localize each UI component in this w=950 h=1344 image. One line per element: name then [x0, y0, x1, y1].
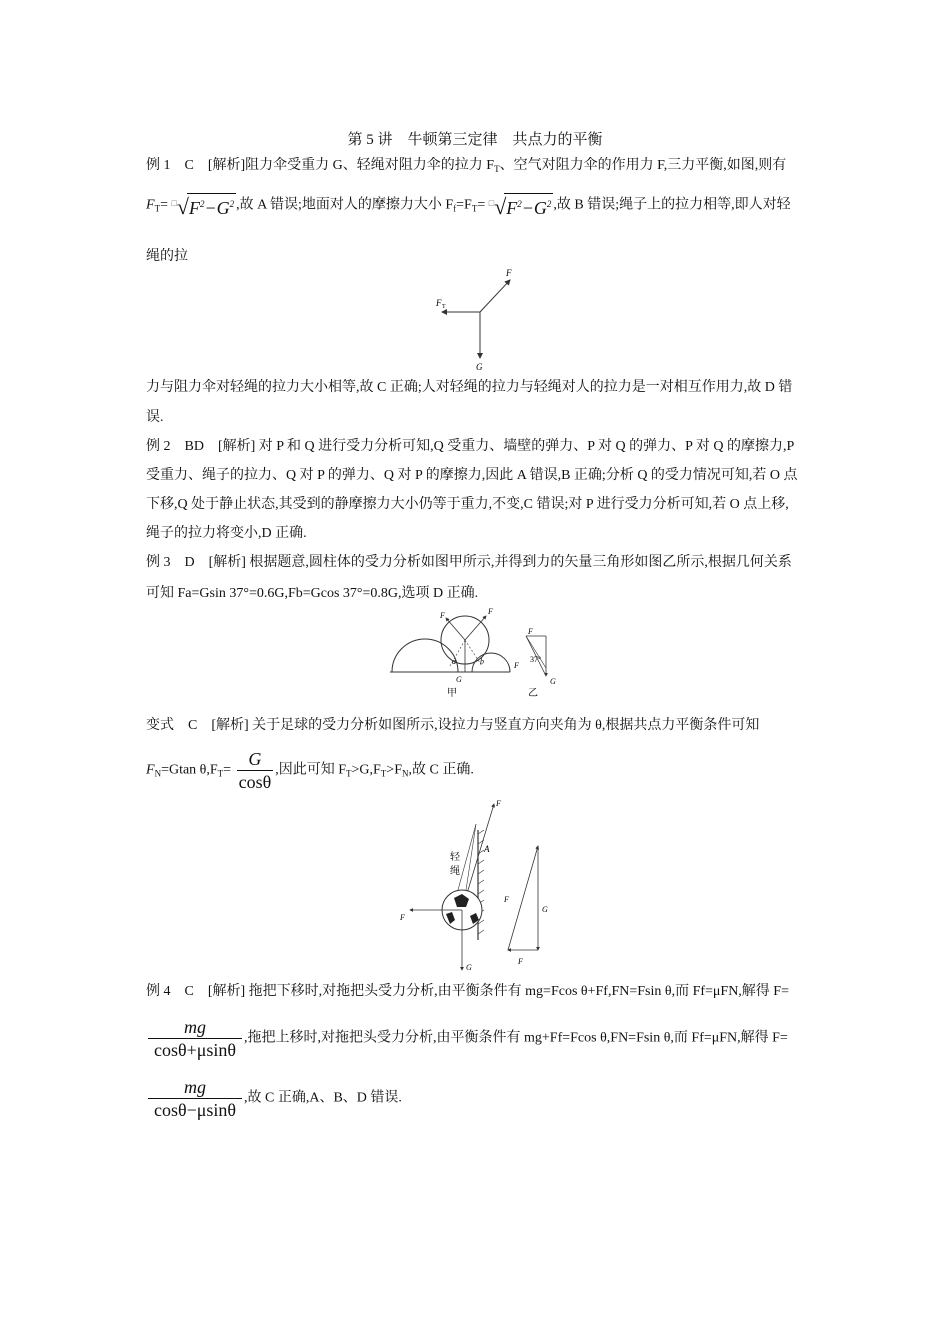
var-line-2: $F_N=Gtan$ $\theta,F_T=$ $\frac{G}{\cos\theta}$ ,因此可知 $F_T>G,F_T>F_N$,故 C 正确. — [146, 749, 474, 792]
ex4-line-3: $\frac{mg}{\cos\theta-\mu\sin\theta}$ ,故 C 正确,A、B、D 错误. — [146, 1076, 402, 1121]
svg-text:G: G — [550, 677, 556, 686]
sqrt-expression-2: $□√F^2-G^2$ — [488, 194, 552, 219]
ex3-diagram — [390, 604, 570, 700]
svg-text:b: b — [480, 657, 484, 666]
svg-text:G: G — [542, 905, 548, 914]
ex4-line-1: 例 4 C [解析] 拖把下移时,对拖把头受力分析,由平衡条件有 mg=Fcos θ+Ff,FN=Fsin θ,而 Ff=μFN,解得 F= — [146, 984, 789, 999]
ex2-line-4: 绳子的拉力将变小,D 正确. — [146, 526, 307, 541]
svg-text:a: a — [452, 657, 456, 666]
svg-text:F: F — [504, 895, 509, 904]
svg-text:F: F — [518, 957, 523, 966]
var-diagram — [390, 790, 570, 980]
sqrt-expression: $□√F^2-G^2$ — [171, 194, 235, 219]
svg-text:37°: 37° — [530, 655, 542, 664]
label-FT: F — [436, 298, 442, 308]
svg-text:T: T — [442, 304, 446, 310]
ex1-force-diagram — [430, 264, 530, 374]
label-F: F — [506, 268, 512, 278]
ex2-line-1: 例 2 BD [解析] 对 P 和 Q 进行受力分析可知,Q 受重力、墙壁的弹力、P 对 Q 的弹力、P 对 Q 的摩擦力,P — [146, 439, 795, 454]
svg-text:甲: 甲 — [447, 688, 457, 699]
page-title: 第 5 讲 牛顿第三定律 共点力的平衡 — [347, 132, 603, 148]
svg-text:G: G — [456, 675, 462, 684]
svg-text:G: G — [466, 963, 472, 972]
fraction-1: $\frac{mg}{\cos\theta+\mu\sin\theta}$ — [148, 1016, 242, 1061]
ex1-line-5: 误. — [146, 410, 164, 425]
fraction-G-over-cos: $\frac{G}{\cos\theta}$ — [238, 749, 272, 792]
svg-text:F: F — [440, 611, 445, 620]
ex1-line-3: 绳的拉 — [146, 249, 188, 264]
svg-text:F: F — [514, 661, 519, 670]
ex4-line-2: $\frac{mg}{\cos\theta+\mu\sin\theta}$ ,拖把上移时,对拖把头受力分析,由平衡条件有 mg+Ff=Fcos θ,FN=Fsin θ,而 Ff=μFN,解得 F= — [146, 1016, 788, 1061]
ex1-line-1: 例 1 C [解析]阻力伞受重力 G、轻绳对阻力伞的拉力 $F_T$、空气对阻力伞的作用力 F,三力平衡,如图,则有 — [146, 158, 787, 174]
ex1-line-4: 力与阻力伞对轻绳的拉力大小相等,故 C 正确;人对轻绳的拉力与轻绳对人的拉力是一对相互作用力,故 D 错 — [146, 380, 793, 395]
ex2-line-3: 下移,Q 处于静止状态,其受到的静摩擦力大小仍等于重力,不变,C 错误;对 P 进行受力分析可知,若 O 点上移, — [146, 497, 789, 512]
ex1-line-2: $F_T=$ $□√F^2-G^2$ ,故 A 错误;地面对人的摩擦力大小 $F_f=F_T=$ $□√F^2-G^2$ ,故 B 错误;绳子上的拉力相等,即人对轻 — [146, 194, 791, 219]
ex2-line-2: 受重力、绳子的拉力、Q 对 P 的弹力、Q 对 P 的摩擦力,因此 A 错误,B 正确;分析 Q 的受力情况可知,若 O 点 — [146, 468, 798, 483]
svg-text:F: F — [488, 607, 493, 616]
var-line-1: 变式 C [解析] 关于足球的受力分析如图所示,设拉力与竖直方向夹角为 θ,根据共点力平衡条件可知 — [146, 718, 760, 733]
ex3-line-1: 例 3 D [解析] 根据题意,圆柱体的受力分析如图甲所示,并得到力的矢量三角形如图乙所示,根据几何关系 — [146, 555, 792, 570]
ex3-line-2: 可知 Fa=Gsin 37°=0.6G,Fb=Gcos 37°=0.8G,选项 D 正确. — [146, 586, 479, 601]
svg-text:轻: 轻 — [450, 852, 460, 863]
svg-text:F: F — [400, 913, 405, 922]
fraction-2: $\frac{mg}{\cos\theta-\mu\sin\theta}$ — [148, 1076, 242, 1121]
svg-text:F: F — [496, 799, 501, 808]
label-G: G — [476, 362, 483, 372]
svg-text:绳: 绳 — [450, 866, 460, 877]
svg-text:乙: 乙 — [528, 688, 538, 699]
svg-text:A: A — [484, 844, 490, 854]
svg-text:F: F — [528, 627, 533, 636]
